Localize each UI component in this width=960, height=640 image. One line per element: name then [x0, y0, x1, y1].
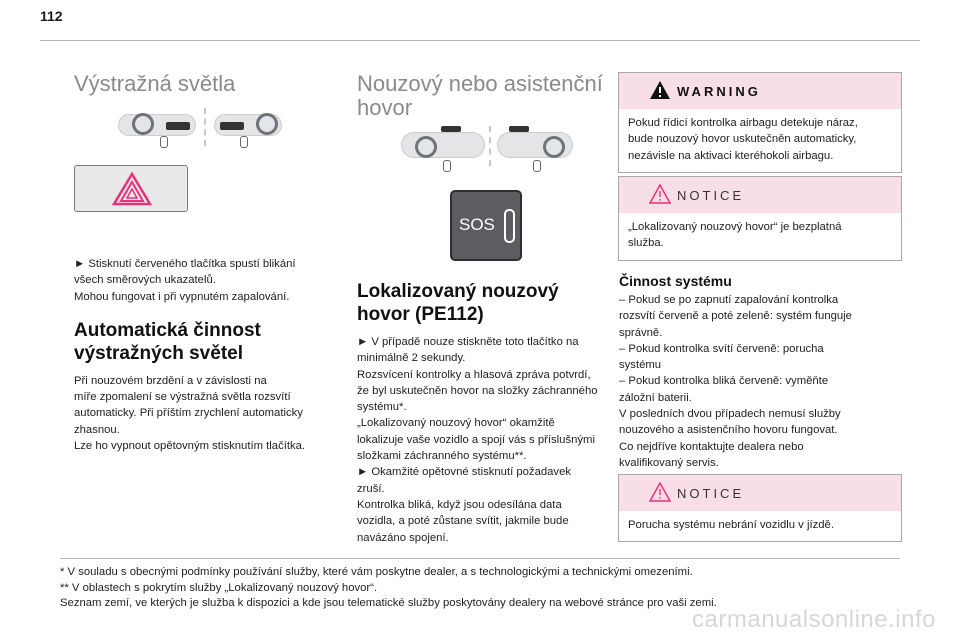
- roof-console-illustration: [357, 120, 612, 270]
- header-divider: [40, 40, 920, 41]
- sos-label: SOS: [459, 215, 495, 234]
- steering-wheel-icon: [543, 136, 565, 158]
- footnotes: [60, 565, 717, 612]
- roof-lhd-view: [401, 132, 485, 158]
- notice-text: „Lokalizovaný nouzový hovor“ je bezplatná služba.: [628, 221, 842, 250]
- hazard-title: Výstražná světla: [74, 71, 236, 96]
- watermark: carmanualsonline.info: [692, 606, 936, 633]
- notice-header: [619, 177, 901, 213]
- notice-icon: [649, 184, 671, 204]
- column-notices: [618, 72, 902, 552]
- location-marker-icon: [443, 160, 451, 172]
- text-line: ► Stisknutí červeného tlačítka spustí blikání: [74, 258, 296, 270]
- location-marker-icon: [240, 136, 248, 148]
- center-console-icon: [166, 122, 190, 130]
- page-number: 112: [40, 8, 63, 24]
- notice-label: NOTICE: [677, 486, 745, 501]
- system-operation-heading: Činnost systému: [619, 273, 732, 289]
- warning-text: Pokud řídicí kontrolka airbagu detekuje náraz, bude nouzový hovor uskutečněn automaticky, nezávisle na aktivaci kteréhokoli airbagu.: [628, 117, 858, 162]
- footnote: ** V oblastech s pokrytím služby „Lokalizovaný nouzový hovor“.: [60, 581, 378, 594]
- notice-icon: [649, 482, 671, 502]
- text-line: Mohou fungovat i při vypnutém zapalování.: [74, 290, 290, 303]
- notice-text: Porucha systému nebrání vozidlu v jízdě.: [628, 519, 834, 531]
- notice-label: NOTICE: [677, 188, 745, 203]
- pe112-heading: Lokalizovaný nouzový hovor (PE112): [357, 281, 559, 325]
- illustration-divider: [489, 126, 491, 166]
- location-marker-icon: [160, 136, 168, 148]
- warning-box: [618, 72, 902, 173]
- text-line: všech směrových ukazatelů.: [74, 274, 216, 287]
- warning-label: WARNING: [677, 84, 761, 99]
- steering-wheel-icon: [415, 136, 437, 158]
- emergency-title: Nouzový nebo asistenční hovor: [357, 71, 603, 120]
- sos-button-panel: [450, 190, 522, 261]
- footnote: Seznam zemí, ve kterých je služba k dispozici a kde jsou telematické služby poskytovány dealery na webové stránce pro vaši zemi.: [60, 597, 717, 609]
- dashboard-illustration: [74, 96, 330, 256]
- roof-console-icon: [441, 126, 461, 132]
- footnote: * V souladu s obecnými podmínky používání služby, které vám poskytne dealer, a s technologickými a technickými omezeními.: [60, 566, 693, 578]
- sos-call-button: [504, 209, 515, 243]
- system-operation-text: – Pokud se po zapnutí zapalování kontrolka rozsvítí červeně a poté zeleně: systém funguje správně. – Pokud kontrolka svítí červeně: porucha systému – Pokud kontrolka bliká červeně: vyměňte záložní baterii. V posledních dvou případech nemusí služby nouzového a asistenčního hovoru fungovat. Co nejdříve kontaktujte dealera nebo kvalifikovaný servis.: [619, 294, 852, 469]
- hazard-triangle-icon: [112, 172, 152, 206]
- column-hazard-lights: [74, 62, 330, 454]
- notice-box-free-service: [618, 176, 902, 261]
- pe112-text: ► V případě nouze stiskněte toto tlačítko na minimálně 2 sekundy. Rozsvícení kontrolky a hlasová zpráva potvrdí, že byl uskutečněn hovor na složky záchranného systému*. „Lokalizovaný nouzový hovor“ okamžitě lokalizuje vaše vozidlo a spojí vás s příslušnými složkami záchranného systému**. ► Okamžité opětovné stisknutí požadavek zruší. Kontrolka bliká, když jsou odesílána data vozidla, a poté zůstane svítit, jakmile bude navázáno spojení.: [357, 336, 598, 544]
- column-emergency-call: [357, 62, 612, 546]
- notice-header: [619, 475, 901, 511]
- location-marker-icon: [533, 160, 541, 172]
- roof-console-icon: [509, 126, 529, 132]
- illustration-divider: [204, 108, 206, 146]
- warning-header: [619, 73, 901, 109]
- steering-wheel-icon: [132, 113, 154, 135]
- hazard-button-panel: [74, 165, 188, 212]
- auto-hazard-text: Při nouzovém brzdění a v závislosti na míře zpomalení se výstražná světla rozsvítí automaticky. Při příštím zrychlení automaticky zhasnou. Lze ho vypnout opětovným stisknutím tlačítka.: [74, 374, 306, 453]
- footnote-divider: [60, 558, 900, 559]
- auto-hazard-heading: Automatická činnost výstražných světel: [74, 319, 261, 364]
- warning-icon: [649, 80, 671, 100]
- steering-wheel-icon: [256, 113, 278, 135]
- notice-box-fault: [618, 474, 902, 542]
- hazard-instructions: [74, 256, 330, 305]
- center-console-icon: [220, 122, 244, 130]
